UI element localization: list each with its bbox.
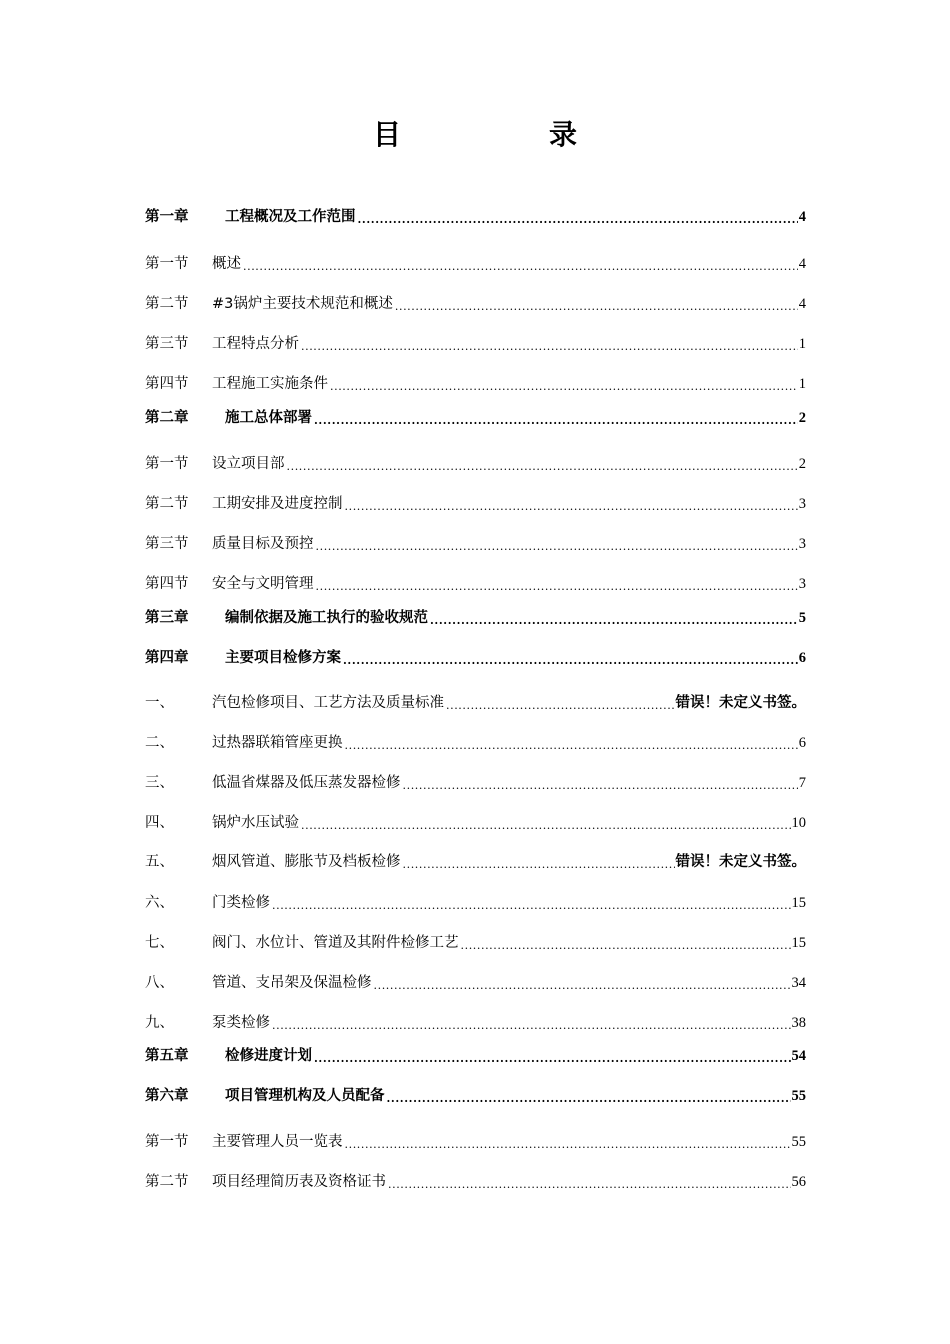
toc-entry-number: 第三章 bbox=[145, 610, 189, 626]
toc-chapter-entry[interactable] bbox=[145, 203, 806, 227]
toc-entry-number: 第二节 bbox=[145, 1174, 189, 1190]
toc-entry-number: 八、 bbox=[145, 975, 174, 991]
toc-entry-title: #3锅炉主要技术规范和概述 bbox=[212, 296, 393, 312]
toc-dot-leader bbox=[330, 374, 798, 394]
toc-dot-leader bbox=[301, 813, 791, 833]
toc-entry-page: 55 bbox=[791, 1134, 806, 1150]
toc-entry-number: 七、 bbox=[145, 935, 174, 951]
toc-entry-page: 错误！未定义书签。 bbox=[675, 695, 806, 711]
toc-entry-number: 第二节 bbox=[145, 496, 189, 512]
toc-entry-title: 施工总体部署 bbox=[225, 410, 312, 426]
toc-entry-page: 2 bbox=[798, 410, 806, 426]
toc-dot-leader bbox=[446, 693, 675, 713]
toc-dot-leader bbox=[345, 494, 798, 514]
toc-dot-leader bbox=[461, 933, 791, 953]
toc-section-entry[interactable] bbox=[145, 330, 806, 354]
toc-entry-page: 10 bbox=[791, 815, 806, 831]
toc-section-entry[interactable] bbox=[145, 530, 806, 554]
toc-entry-page: 6 bbox=[798, 650, 806, 666]
toc-entry-page: 5 bbox=[798, 610, 806, 626]
toc-section-entry[interactable] bbox=[145, 1168, 806, 1192]
toc-entry-title: 工程施工实施条件 bbox=[212, 376, 328, 392]
toc-dot-leader bbox=[314, 408, 798, 428]
toc-entry-number: 四、 bbox=[145, 815, 174, 831]
toc-entry-number: 第二节 bbox=[145, 296, 189, 312]
page-title: 目 录 bbox=[372, 118, 637, 151]
toc-section-entry[interactable] bbox=[145, 290, 806, 314]
toc-dot-leader bbox=[374, 973, 791, 993]
toc-dot-leader bbox=[287, 454, 798, 474]
toc-entry-number: 第五章 bbox=[145, 1048, 189, 1064]
toc-entry-title: 主要项目检修方案 bbox=[225, 650, 341, 666]
toc-entry-title: 烟风管道、膨胀节及档板检修 bbox=[212, 854, 401, 870]
toc-entry-title: 安全与文明管理 bbox=[212, 576, 314, 592]
toc-dot-leader bbox=[345, 733, 798, 753]
toc-dot-leader bbox=[316, 574, 798, 594]
toc-section-entry[interactable] bbox=[145, 1128, 806, 1152]
toc-chapter-entry[interactable] bbox=[145, 1042, 806, 1066]
toc-entry-number: 二、 bbox=[145, 735, 174, 751]
toc-entry-title: 低温省煤器及低压蒸发器检修 bbox=[212, 775, 401, 791]
toc-entry-number: 九、 bbox=[145, 1015, 174, 1031]
toc-dot-leader bbox=[272, 893, 791, 913]
toc-dot-leader bbox=[343, 648, 798, 668]
toc-entry-page: 4 bbox=[798, 296, 806, 312]
toc-section-entry[interactable] bbox=[145, 969, 806, 993]
toc-section-entry[interactable] bbox=[145, 769, 806, 793]
toc-entry-page: 3 bbox=[798, 496, 806, 512]
toc-dot-leader bbox=[314, 1046, 791, 1066]
toc-entry-number: 第六章 bbox=[145, 1088, 189, 1104]
toc-dot-leader bbox=[430, 608, 798, 628]
toc-entry-title: 概述 bbox=[212, 256, 241, 272]
toc-section-entry[interactable] bbox=[145, 929, 806, 953]
toc-dot-leader bbox=[387, 1086, 791, 1106]
toc-entry-page: 3 bbox=[798, 536, 806, 552]
toc-entry-number: 第二章 bbox=[145, 410, 189, 426]
toc-dot-leader bbox=[316, 534, 798, 554]
toc-dot-leader bbox=[272, 1013, 791, 1033]
toc-entry-page: 54 bbox=[791, 1048, 806, 1064]
toc-entry-title: 阀门、水位计、管道及其附件检修工艺 bbox=[212, 935, 459, 951]
toc-section-entry[interactable] bbox=[145, 1009, 806, 1033]
toc-chapter-entry[interactable] bbox=[145, 644, 806, 668]
toc-entry-title: 泵类检修 bbox=[212, 1015, 270, 1031]
toc-section-entry[interactable] bbox=[145, 848, 806, 872]
toc-entry-page: 7 bbox=[798, 775, 806, 791]
toc-entry-title: 编制依据及施工执行的验收规范 bbox=[225, 610, 428, 626]
toc-dot-leader bbox=[301, 334, 798, 354]
toc-dot-leader bbox=[395, 294, 798, 314]
toc-entry-page: 15 bbox=[791, 895, 806, 911]
toc-entry-title: 锅炉水压试验 bbox=[212, 815, 299, 831]
toc-section-entry[interactable] bbox=[145, 809, 806, 833]
toc-section-entry[interactable] bbox=[145, 370, 806, 394]
toc-section-entry[interactable] bbox=[145, 889, 806, 913]
toc-chapter-entry[interactable] bbox=[145, 1082, 806, 1106]
toc-entry-title: 汽包检修项目、工艺方法及质量标准 bbox=[212, 695, 444, 711]
toc-section-entry[interactable] bbox=[145, 490, 806, 514]
toc-chapter-entry[interactable] bbox=[145, 404, 806, 428]
toc-entry-number: 第一章 bbox=[145, 209, 189, 225]
toc-entry-number: 五、 bbox=[145, 854, 174, 870]
toc-entry-title: 质量目标及预控 bbox=[212, 536, 314, 552]
toc-entry-number: 第四节 bbox=[145, 376, 189, 392]
toc-section-entry[interactable] bbox=[145, 729, 806, 753]
toc-entry-number: 第一节 bbox=[145, 1134, 189, 1150]
toc-entry-page: 1 bbox=[798, 376, 806, 392]
toc-chapter-entry[interactable] bbox=[145, 604, 806, 628]
toc-entry-number: 第一节 bbox=[145, 456, 189, 472]
toc-entry-page: 34 bbox=[791, 975, 806, 991]
toc-dot-leader bbox=[403, 852, 675, 872]
toc-entry-title: 项目经理简历表及资格证书 bbox=[212, 1174, 386, 1190]
toc-entry-number: 一、 bbox=[145, 695, 174, 711]
toc-entry-title: 工程概况及工作范围 bbox=[225, 209, 356, 225]
toc-entry-number: 第四章 bbox=[145, 650, 189, 666]
toc-entry-title: 主要管理人员一览表 bbox=[212, 1134, 343, 1150]
toc-entry-number: 六、 bbox=[145, 895, 174, 911]
toc-entry-page: 56 bbox=[791, 1174, 806, 1190]
toc-entry-number: 第三节 bbox=[145, 336, 189, 352]
toc-entry-title: 过热器联箱管座更换 bbox=[212, 735, 343, 751]
toc-section-entry[interactable] bbox=[145, 689, 806, 713]
toc-dot-leader bbox=[345, 1132, 791, 1152]
toc-section-entry[interactable] bbox=[145, 570, 806, 594]
toc-dot-leader bbox=[388, 1172, 791, 1192]
toc-entry-title: 检修进度计划 bbox=[225, 1048, 312, 1064]
toc-entry-number: 三、 bbox=[145, 775, 174, 791]
toc-entry-page: 3 bbox=[798, 576, 806, 592]
toc-entry-title: 门类检修 bbox=[212, 895, 270, 911]
toc-entry-page: 4 bbox=[798, 209, 806, 225]
toc-entry-page: 4 bbox=[798, 256, 806, 272]
toc-entry-page: 2 bbox=[798, 456, 806, 472]
toc-section-entry[interactable] bbox=[145, 450, 806, 474]
toc-section-entry[interactable] bbox=[145, 250, 806, 274]
toc-dot-leader bbox=[243, 254, 798, 274]
toc-entry-number: 第一节 bbox=[145, 256, 189, 272]
toc-entry-title: 工程特点分析 bbox=[212, 336, 299, 352]
toc-entry-number: 第三节 bbox=[145, 536, 189, 552]
toc-entry-page: 错误！未定义书签。 bbox=[675, 854, 806, 870]
toc-entry-page: 15 bbox=[791, 935, 806, 951]
toc-entry-page: 38 bbox=[791, 1015, 806, 1031]
toc-entry-number: 第四节 bbox=[145, 576, 189, 592]
toc-entry-title: 设立项目部 bbox=[212, 456, 285, 472]
toc-entry-title: 工期安排及进度控制 bbox=[212, 496, 343, 512]
toc-entry-page: 1 bbox=[798, 336, 806, 352]
toc-entry-page: 6 bbox=[798, 735, 806, 751]
toc-dot-leader bbox=[358, 207, 798, 227]
toc-entry-title: 管道、支吊架及保温检修 bbox=[212, 975, 372, 991]
toc-dot-leader bbox=[403, 773, 798, 793]
toc-entry-page: 55 bbox=[791, 1088, 806, 1104]
toc-entry-title: 项目管理机构及人员配备 bbox=[225, 1088, 385, 1104]
